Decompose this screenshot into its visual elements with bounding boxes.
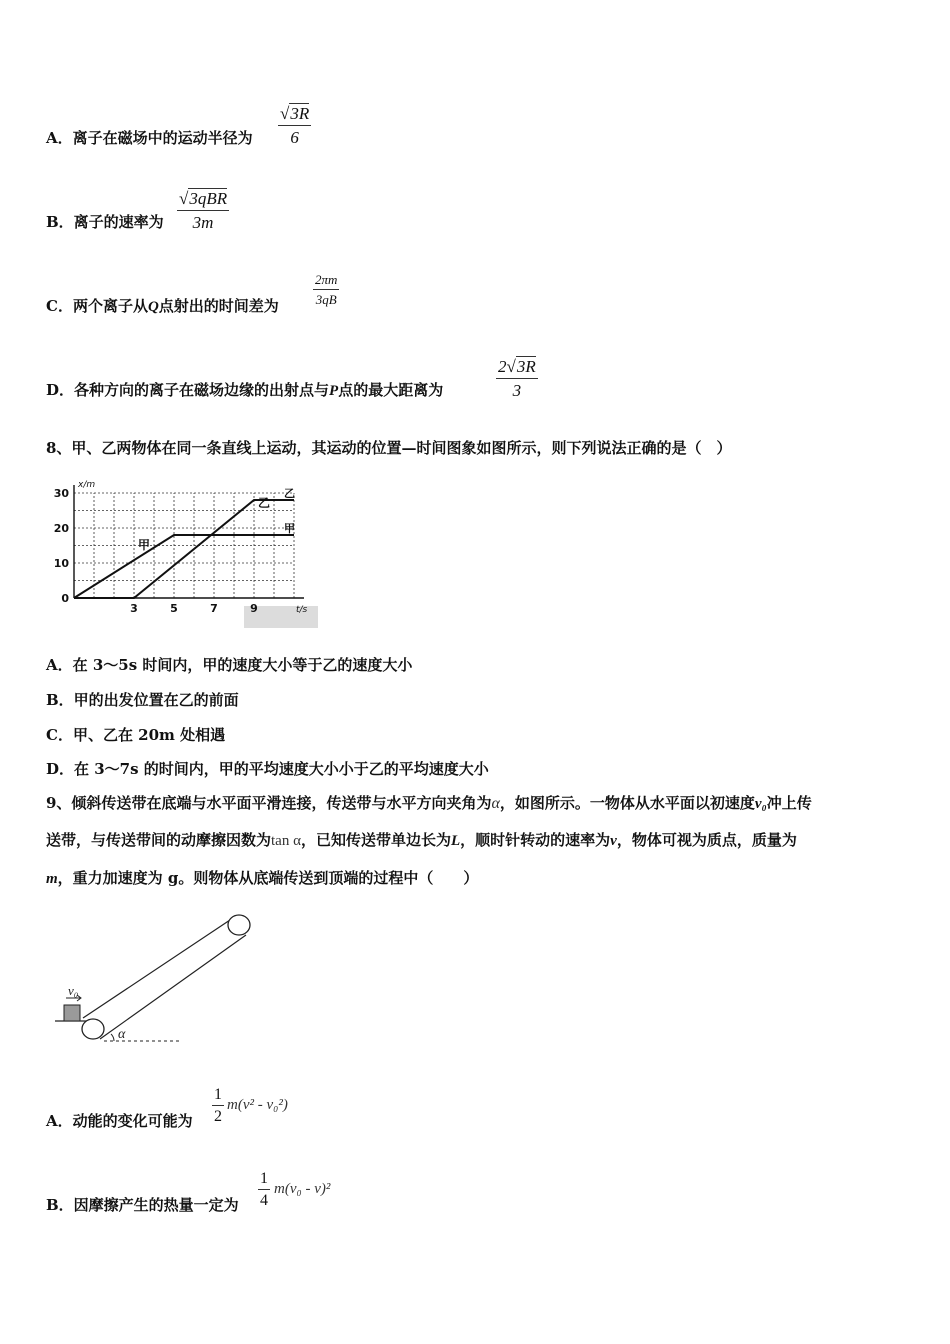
q7-c-den: 3qB — [315, 292, 337, 307]
q7-option-a: A．离子在磁场中的运动半径为 — [46, 129, 253, 147]
y-tick-label: 10 — [53, 557, 69, 570]
q8-option-d: D．在 3～7s 的时间内，甲的平均速度大小小于乙的平均速度大小 — [46, 760, 489, 778]
q8-option-c: C．甲、乙在 20m 处相遇 — [46, 726, 226, 744]
series-label-jia: 甲 — [138, 538, 151, 552]
q9-option-a: A．动能的变化可能为 — [46, 1112, 193, 1130]
q7-option-b: B．离子的速率为 — [46, 213, 164, 231]
series-end-label: 乙 — [284, 487, 295, 500]
y-axis-label: x/m — [78, 480, 96, 490]
q7-option-c: C．两个离子从Q点射出的时间差为 — [46, 297, 279, 315]
y-tick-label: 20 — [53, 522, 69, 535]
series-end-label: 甲 — [284, 522, 295, 535]
x-tick-label: 7 — [210, 602, 218, 615]
q9-a-expression: m(v² - v₀²) — [227, 1097, 288, 1113]
x-axis-label: t/s — [296, 605, 308, 615]
q8-position-time-chart — [48, 474, 318, 628]
top-pulley — [228, 915, 250, 935]
q9-option-b: B．因摩擦产生的热量一定为 — [46, 1196, 239, 1214]
x-tick-label: 5 — [170, 602, 178, 615]
q8-stem: 8、甲、乙两物体在同一条直线上运动，其运动的位置—时间图象如图所示，则下列说法正确的是（ ） — [46, 439, 732, 457]
q9-b-expression: m(v₀ - v)² — [274, 1181, 331, 1197]
x-tick-label: 9 — [250, 602, 258, 615]
q7-c-num: 2πm — [313, 272, 339, 290]
q8-option-a: A．在 3～5s 时间内，甲的速度大小等于乙的速度大小 — [46, 656, 413, 674]
q7-option-b-formula: √3qBR 3m — [179, 189, 228, 232]
q7-b-num: 3qBR — [189, 189, 228, 208]
q8-option-b: B．甲的出发位置在乙的前面 — [46, 691, 239, 709]
q7-option-c-formula — [313, 272, 339, 308]
q9-b-quarter-fraction: $\frac{1}{4}$ — [260, 1170, 268, 1209]
belt-lower-line — [100, 935, 246, 1039]
angle-arc — [111, 1034, 114, 1041]
q7-d-den: 3 — [512, 381, 522, 400]
q9-conveyor-belt-figure — [50, 905, 260, 1050]
q9-stem-line2: 送带，与传送带间的动摩擦因数为tan α，已知传送带单边长为L，顺时针转动的速率为v，物体可视为质点，质量为 — [46, 831, 797, 849]
alpha-label: α — [118, 1027, 126, 1042]
bottom-pulley — [82, 1019, 104, 1039]
q9-a-half-fraction: $\frac{1}{2}$ — [214, 1086, 222, 1125]
object-block — [64, 1005, 80, 1021]
q7-option-d-formula: $\frac{2√3R}{3}$ — [498, 357, 536, 400]
q7-option-a-formula: $\frac{√3R}{6}$ — [280, 104, 310, 147]
q9-stem-line1: 9、倾斜传送带在底端与水平面平滑连接，传送带与水平方向夹角为α，如图所示。一物体从水平面以初速度v₀冲上传 — [46, 794, 812, 812]
q7-d-num: 3R — [516, 357, 536, 376]
y-tick-label: 0 — [61, 592, 69, 605]
q7-a-num: 3R — [290, 104, 310, 123]
q7-option-d: D．各种方向的离子在磁场边缘的出射点与P点的最大距离为 — [46, 381, 444, 399]
belt-upper-line — [83, 920, 230, 1018]
q7-b-den: 3m — [192, 213, 214, 232]
x-tick-label: 3 — [130, 602, 138, 615]
q9-stem-line3: m，重力加速度为 g。则物体从底端传送到顶端的过程中（ ） — [46, 869, 479, 887]
y-tick-label: 30 — [53, 487, 69, 500]
q7-a-den: 6 — [290, 128, 299, 147]
v0-label: v₀ — [68, 983, 79, 998]
series-label-yi: 乙 — [258, 496, 271, 510]
